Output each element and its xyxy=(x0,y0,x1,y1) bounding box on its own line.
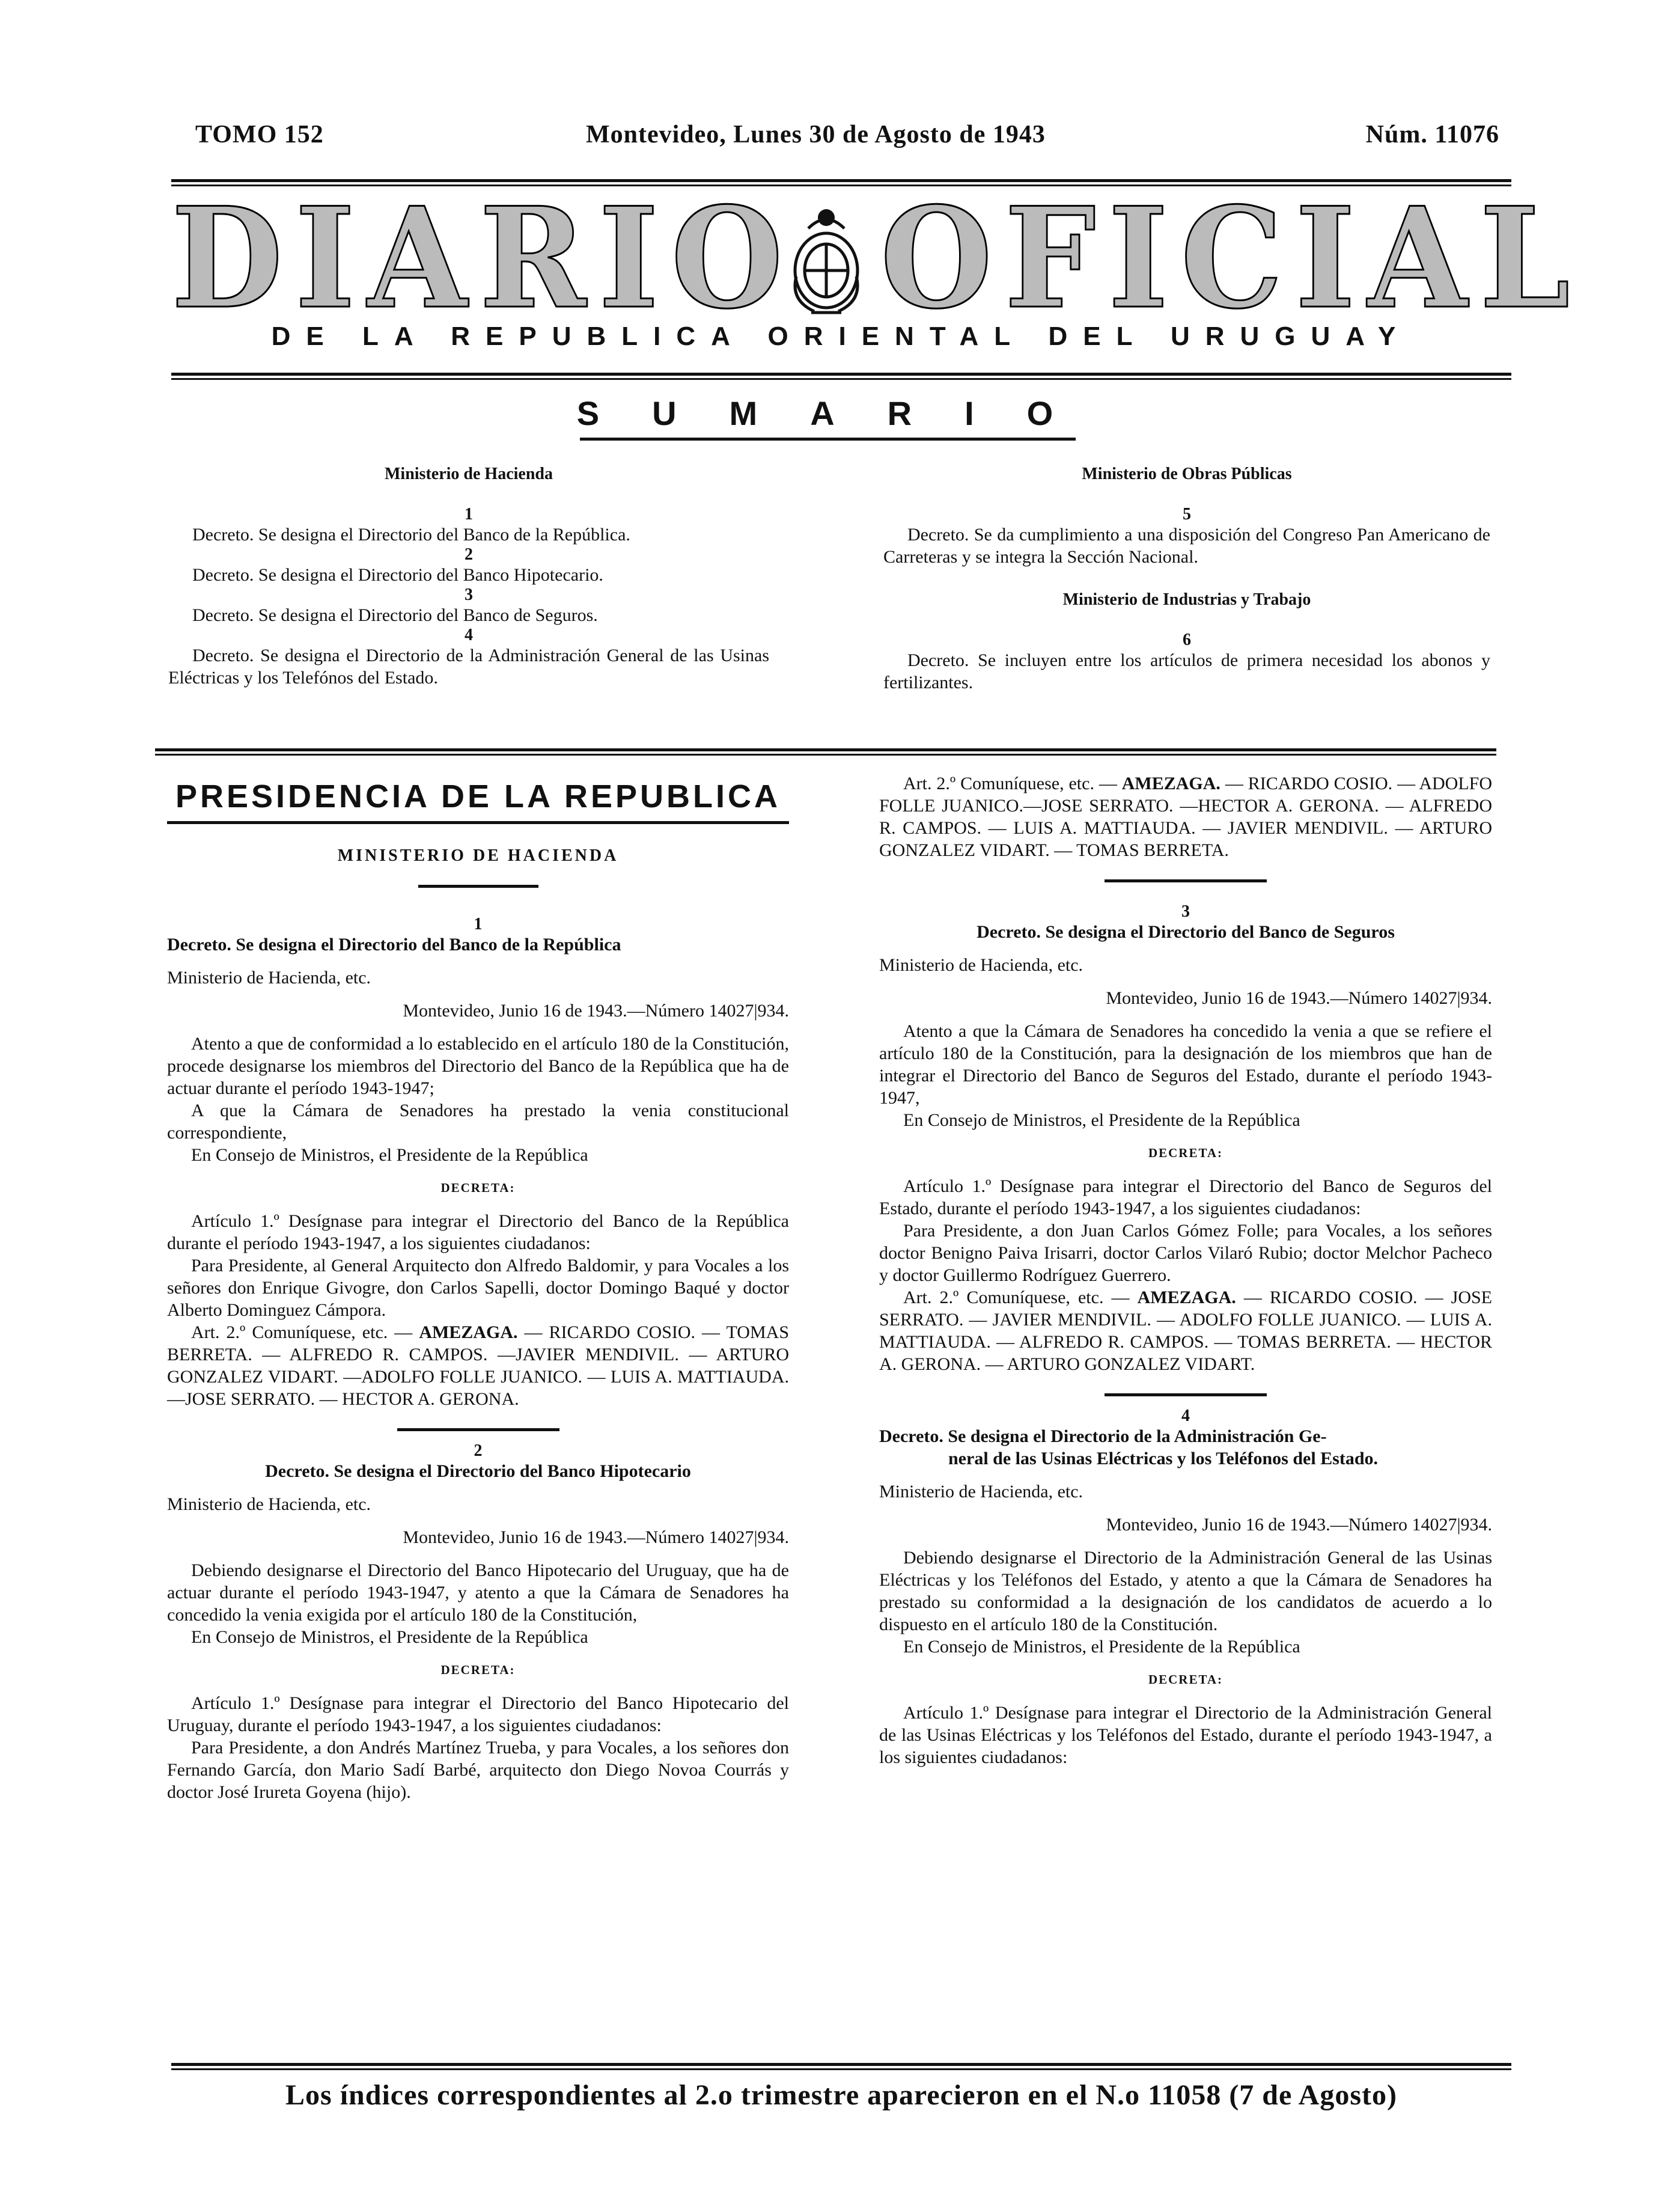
decree-article: Para Presidente, a don Juan Carlos Gómez Folle; para Vocales, a los señores doctor Benigno Paiva Irisarri, doctor Carlos Vilaró Rubio; doctor Melchor Pacheco y doctor Guillermo Rodríguez Guerrero. xyxy=(879,1221,1492,1285)
decree-number: 3 xyxy=(1181,902,1190,921)
art2-prefix: Art. 2.º Comuníquese, etc. — xyxy=(903,774,1122,793)
issue-date: Montevideo, Lunes 30 de Agosto de 1943 xyxy=(586,121,1046,148)
sumario-ministry-hacienda: Ministerio de Hacienda xyxy=(385,465,553,483)
decree-heading: Decreto. Se designa el Directorio del Banco Hipotecario xyxy=(265,1461,691,1481)
decree-heading: Decreto. Se designa el Directorio del Banco de Seguros xyxy=(977,922,1395,942)
decree-heading xyxy=(879,1425,1492,1470)
decree-heading: Decreto. Se designa el Directorio del Banco de la República xyxy=(167,935,621,955)
decreta-label: DECRETA: xyxy=(440,1663,516,1677)
sumario-item-number: 4 xyxy=(465,626,473,644)
art2-prefix: Art. 2.º Comuníquese, etc. — xyxy=(903,1288,1138,1307)
coat-of-arms-icon xyxy=(784,204,868,319)
decree-article: Artículo 1.º Desígnase para integrar el Directorio del Banco de Seguros del Estado, durante el período 1943-1947, a los siguientes ciudadanos: xyxy=(879,1176,1492,1218)
decree-article: Para Presidente, a don Andrés Martínez Trueba, y para Vocales, a los señores don Fernando García, don Mario Sadí Barbé, arquitecto don Diego Novoa Courrás y doctor José Irureta Goyena (hijo). xyxy=(167,1738,789,1802)
title-diario: DIARIO xyxy=(171,177,796,340)
volume-number: TOMO 152 xyxy=(195,121,324,148)
sumario-item-number: 2 xyxy=(465,545,473,564)
decree-paragraph: Debiendo designarse el Directorio de la Administración General de las Usinas Eléctricas y los Teléfonos del Estado, y atento a que la Cámara de Senadores ha prestado su conformidad a la designación de los candidatos de acuerdo a lo dispuesto en el artículo 180 de la Constitución. xyxy=(879,1548,1492,1634)
decree-number: 4 xyxy=(1181,1407,1190,1425)
subtitle-rule xyxy=(171,373,1511,380)
section-title: PRESIDENCIA DE LA REPUBLICA xyxy=(175,778,781,814)
sumario-item-number: 5 xyxy=(1183,505,1191,524)
footer-rule xyxy=(171,2063,1511,2070)
signature-president: AMEZAGA. xyxy=(1137,1288,1236,1307)
decree-paragraph: A que la Cámara de Senadores ha prestado la venia constitucional correspondiente, xyxy=(167,1101,789,1143)
decree-date: Montevideo, Junio 16 de 1943.—Número 14027|934. xyxy=(403,1001,789,1021)
sumario-item[interactable]: Decreto. Se da cumplimiento a una disposición del Congreso Pan Americano de Carreteras y se integra la Sección Nacional. xyxy=(883,525,1490,567)
newspaper-subtitle: DE LA REPUBLICA ORIENTAL DEL URUGUAY xyxy=(271,322,1412,351)
decree-article: Artículo 1.º Desígnase para integrar el Directorio de la Administración General de las Usinas Eléctricas y los Teléfonos del Estado, durante el período 1943-1947, a los siguientes ciudadanos: xyxy=(879,1703,1492,1767)
signature-president: AMEZAGA. xyxy=(1121,774,1220,793)
decree-article: Artículo 1.º Desígnase para integrar el Directorio del Banco Hipotecario del Uruguay, durante el período 1943-1947, a los siguientes ciudadanos: xyxy=(167,1693,789,1735)
decree-signatures xyxy=(879,1286,1492,1375)
decree-date: Montevideo, Junio 16 de 1943.—Número 14027|934. xyxy=(1106,1515,1492,1535)
signature-names: — RICARDO COSIO. — ADOLFO FOLLE JUANICO.—JOSE SERRATO. —HECTOR A. GERONA. — ALFREDO R. CAMPOS. — LUIS A. MATTIAUDA. — JAVIER MENDIVIL. — ARTURO GONZALEZ VIDART. — TOMAS BERRETA. xyxy=(879,774,1492,860)
sumario-item[interactable]: Decreto. Se designa el Directorio de la Administración General de las Usinas Eléctricas y los Telefónos del Estado. xyxy=(168,646,769,688)
decree-paragraph: Atento a que la Cámara de Senadores ha concedido la venia a que se refiere el artículo 180 de la Constitución, para la designación de los miembros que han de integrar el Directorio del Banco de Seguros del Estado, durante el período 1943-1947, xyxy=(879,1021,1492,1108)
decree-paragraph: En Consejo de Ministros, el Presidente de la República xyxy=(903,1110,1300,1130)
decree-ministry: Ministerio de Hacienda, etc. xyxy=(167,968,371,988)
section-title-rule xyxy=(167,821,789,824)
decree-heading-line-1: Decreto. Se designa el Directorio de la Administración Ge- xyxy=(879,1426,1327,1446)
sumario-item-number: 6 xyxy=(1183,631,1191,649)
sumario-item-number: 1 xyxy=(465,505,473,524)
sumario-divider xyxy=(155,748,1496,756)
title-oficial: OFICIAL xyxy=(880,177,1583,340)
decree-article: Para Presidente, al General Arquitecto don Alfredo Baldomir, y para Vocales a los señores don Enrique Givogre, don Carlos Sapelli, doctor Domingo Baqué y doctor Alberto Dominguez Cámpora. xyxy=(167,1256,789,1320)
signature-president: AMEZAGA. xyxy=(419,1322,518,1342)
decree-paragraph: Atento a que de conformidad a lo establecido en el artículo 180 de la Constitución, procede designarse los miembros del Directorio del Banco de la República que ha de actuar durante el período 1943-1947; xyxy=(167,1034,789,1098)
decree-signatures xyxy=(879,772,1492,861)
decree-number: 1 xyxy=(474,915,483,933)
sumario-rule xyxy=(580,438,1076,441)
decree-paragraph: En Consejo de Ministros, el Presidente de la República xyxy=(903,1637,1300,1657)
sumario-title: SUMARIO xyxy=(576,394,1106,432)
decreta-label: DECRETA: xyxy=(440,1181,516,1195)
decree-ministry: Ministerio de Hacienda, etc. xyxy=(167,1494,371,1514)
sumario-left-column xyxy=(168,463,769,689)
decree-paragraph: En Consejo de Ministros, el Presidente de la República xyxy=(191,1145,588,1165)
signature-names: — RICARDO COSIO. — TOMAS BERRETA. — ALFREDO R. CAMPOS. —JAVIER MENDIVIL. — ARTURO GONZALEZ VIDART. —ADOLFO FOLLE JUANICO. — LUIS A. MATTIAUDA. —JOSE SERRATO. — HECTOR A. GERONA. xyxy=(167,1322,789,1409)
sumario-ministry-obras-publicas: Ministerio de Obras Públicas xyxy=(1082,465,1292,483)
body-left-column xyxy=(167,775,789,1803)
decree-paragraph: Debiendo designarse el Directorio del Banco Hipotecario del Uruguay, que ha de actuar durante el período 1943-1947, y atento a que la Cámara de Senadores ha concedido la venia exigida por el artículo 180 de la Constitución, xyxy=(167,1560,789,1625)
decree-ministry: Ministerio de Hacienda, etc. xyxy=(879,1482,1083,1502)
issue-number: Núm. 11076 xyxy=(1365,121,1499,148)
sumario-item-number: 3 xyxy=(465,585,473,604)
decree-article: Artículo 1.º Desígnase para integrar el Directorio del Banco de la República durante el período 1943-1947, a los siguientes ciudadanos: xyxy=(167,1211,789,1253)
masthead-top-line xyxy=(195,120,1499,156)
body-right-column xyxy=(879,772,1492,1768)
decree-date: Montevideo, Junio 16 de 1943.—Número 14027|934. xyxy=(403,1527,789,1547)
footer-note: Los índices correspondientes al 2.o trimestre aparecieron en el N.o 11058 (7 de Agosto) xyxy=(285,2079,1397,2111)
decree-paragraph: En Consejo de Ministros, el Presidente de la República xyxy=(191,1627,588,1647)
decree-heading-line-2: neral de las Usinas Eléctricas y los Teléfonos del Estado. xyxy=(948,1449,1379,1468)
decreta-label: DECRETA: xyxy=(1148,1672,1224,1687)
decree-signatures xyxy=(167,1321,789,1410)
ministry-heading: MINISTERIO DE HACIENDA xyxy=(337,846,619,865)
decree-number: 2 xyxy=(474,1441,483,1460)
decree-ministry: Ministerio de Hacienda, etc. xyxy=(879,955,1083,975)
sumario-right-column xyxy=(883,463,1490,694)
decreta-label: DECRETA: xyxy=(1148,1146,1224,1160)
art2-prefix: Art. 2.º Comuníquese, etc. — xyxy=(191,1322,419,1342)
sumario-item[interactable]: Decreto. Se incluyen entre los artículos de primera necesidad los abonos y fertilizantes. xyxy=(883,650,1490,692)
sumario-item[interactable]: Decreto. Se designa el Directorio del Banco de Seguros. xyxy=(192,605,598,625)
decree-date: Montevideo, Junio 16 de 1943.—Número 14027|934. xyxy=(1106,988,1492,1008)
sumario-item[interactable]: Decreto. Se designa el Directorio del Banco de la República. xyxy=(192,525,630,545)
sumario-ministry-industrias: Ministerio de Industrias y Trabajo xyxy=(1062,590,1311,609)
sumario-item[interactable]: Decreto. Se designa el Directorio del Banco Hipotecario. xyxy=(192,565,603,585)
signature-names: — RICARDO COSIO. — JOSE SERRATO. — JAVIER MENDIVIL. — ADOLFO FOLLE JUANICO. — LUIS A. MATTIAUDA. — ALFREDO R. CAMPOS. — TOMAS BERRETA. — HECTOR A. GERONA. — ARTURO GONZALEZ VIDART. xyxy=(879,1288,1492,1374)
